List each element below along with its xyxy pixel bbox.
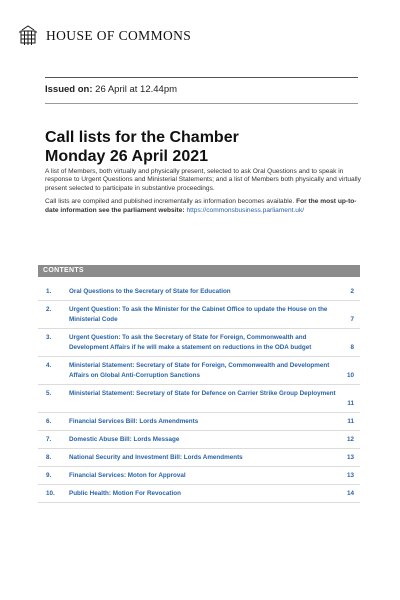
toc-item-2[interactable]	[38, 301, 360, 329]
toc-page: 8	[350, 344, 354, 351]
toc-number: 5.	[46, 390, 52, 397]
toc-page: 13	[346, 454, 354, 461]
toc-item-1[interactable]	[38, 283, 360, 301]
toc-number: 1.	[46, 288, 52, 295]
contents-list	[38, 283, 360, 503]
toc-number: 6.	[46, 418, 52, 425]
intro-para-1: A list of Members, both virtually and physically present, selected to ask Oral Questions and to speak in response to Urgent Questions and Ministerial Statements; and a list of Members both physically and virtually present selected to participate in substantive proceedings.	[45, 168, 361, 192]
toc-number: 2.	[46, 306, 52, 313]
toc-item-10[interactable]	[38, 485, 360, 503]
toc-item-3[interactable]	[38, 329, 360, 357]
toc-page: 11	[347, 418, 354, 425]
toc-link[interactable]: Financial Services: Moton for Approval	[69, 472, 186, 479]
title-line-2: Monday 26 April 2021	[45, 148, 209, 165]
toc-page: 14	[346, 490, 354, 497]
toc-page: 12	[346, 436, 354, 443]
toc-item-5[interactable]	[38, 385, 360, 413]
toc-link[interactable]: Ministerial Statement: Secretary of State for Defence on Carrier Strike Group Deployment	[69, 390, 336, 397]
toc-link[interactable]: Urgent Question: To ask the Secretary of State for Foreign, Commonwealth and Development Affairs if he will make a statement on reductions in the ODA budget	[69, 334, 312, 351]
toc-number: 7.	[46, 436, 52, 443]
toc-link[interactable]: Domestic Abuse Bill: Lords Message	[69, 436, 180, 443]
toc-link[interactable]: Oral Questions to the Secretary of State for Education	[69, 288, 231, 295]
page-header	[18, 22, 191, 50]
toc-link[interactable]: Ministerial Statement: Secretary of State for Foreign, Commonwealth and Development Affairs on Global Anti-Corruption Sanctions	[69, 362, 330, 379]
toc-link[interactable]: Financial Services Bill: Lords Amendments	[69, 418, 199, 425]
toc-page: 2	[350, 288, 354, 295]
toc-item-8[interactable]	[38, 449, 360, 467]
toc-item-4[interactable]	[38, 357, 360, 385]
toc-number: 8.	[46, 454, 52, 461]
page-title	[45, 128, 239, 166]
house-name: HOUSE OF COMMONS	[46, 28, 192, 43]
intro-para-2	[45, 198, 365, 215]
toc-link[interactable]: Urgent Question: To ask the Minister for the Cabinet Office to update the House on the Ministerial Code	[69, 306, 328, 323]
toc-number: 9.	[46, 472, 52, 479]
toc-page: 13	[346, 472, 354, 479]
toc-page: 11	[347, 400, 354, 407]
issued-label: Issued on:	[45, 84, 93, 95]
toc-page: 7	[350, 316, 354, 323]
intro-para-2-bold: For the most up-to-date information see the parliament website:	[45, 198, 357, 214]
issued-value: 26 April at 12.44pm	[95, 84, 178, 95]
toc-link[interactable]: Public Health: Motion For Revocation	[69, 490, 181, 497]
toc-item-7[interactable]	[38, 431, 360, 449]
intro-text	[45, 168, 365, 220]
toc-item-6[interactable]	[38, 413, 360, 431]
title-line-1: Call lists for the Chamber	[45, 129, 239, 146]
toc-number: 4.	[46, 362, 52, 369]
toc-link[interactable]: National Security and Investment Bill: Lords Amendments	[69, 454, 243, 461]
divider	[45, 103, 358, 104]
toc-number: 3.	[46, 334, 52, 341]
issued-line	[45, 84, 177, 95]
intro-para-2-text: Call lists are compiled and published incrementally as information becomes available.	[45, 198, 297, 206]
parliament-website-link[interactable]: https://commonsbusiness.parliament.uk/	[186, 206, 305, 214]
contents-heading: CONTENTS	[38, 265, 360, 277]
toc-page: 10	[346, 372, 354, 379]
portcullis-icon	[18, 24, 38, 48]
toc-item-9[interactable]	[38, 467, 360, 485]
divider	[45, 77, 358, 78]
toc-number: 10.	[46, 490, 55, 497]
